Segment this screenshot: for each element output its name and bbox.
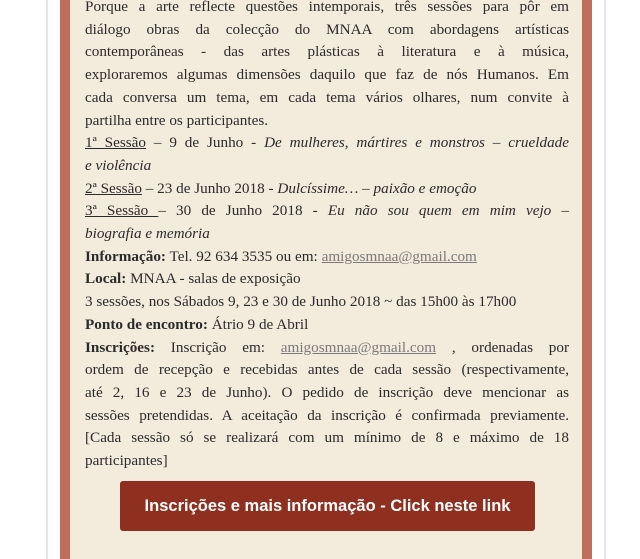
local-line [85,268,569,291]
intro-line: Porque a arte reflecte questões intemporais, três sessões para pôr em [85,0,569,15]
schedule-line: 3 sessões, nos Sábados 9, 23 e 30 de Junho 2018 ~ das 15h00 às 17h00 [85,293,517,311]
registration-text: Inscrição em: [155,338,281,356]
session-1-title: De mulheres, mártires e monstros – crueldade [264,134,569,152]
registration-info-button[interactable]: Inscrições e mais informação - Click neste link [120,481,535,531]
registration-line: ordem de recepção e recebidas antes de cada sessão (respectivamente, [85,361,569,379]
local-text: MNAA - salas de exposição [126,270,301,288]
right-border [604,0,606,559]
session-3-date: – 30 de Junho 2018 - [158,202,328,220]
meeting-label: Ponto de encontro: [85,315,208,333]
info-email-link[interactable]: amigosmnaa@gmail.com [321,247,477,265]
registration-email-link[interactable]: amigosmnaa@gmail.com [280,338,437,356]
registration-line: até 2, 16 e 23 de Junho). O pedido de inscrição deve mencionar as [85,383,569,401]
intro-line: exploraremos algumas dimensões daquilo que faz de nós Humanos. Em [85,66,569,84]
registration-line: sessões pretendidas. A aceitação da inscrição é confirmada previamente. [85,406,569,424]
intro-line: diálogo obras da colecção do MNAA com abordagens artísticas [85,20,569,38]
info-label: Informação: [85,247,166,265]
session-1 [85,132,569,155]
session-1-title-cont: e violência [85,156,152,174]
session-2 [85,178,569,201]
session-2-date: – 23 de Junho 2018 - [141,179,278,197]
session-3-title: Eu não sou quem em mim vejo – [327,202,569,220]
session-1-date: – 9 de Junho - [153,134,265,152]
registration-line: participantes] [85,452,168,470]
local-label: Local: [85,270,127,288]
body-text [85,0,569,473]
newsletter-content [70,0,582,559]
intro-line: partilha entre os participantes. [85,111,269,129]
session-3-title-cont: biografia e memória [85,225,210,243]
registration-after: , ordenadas por [436,338,569,356]
intro-line: contemporâneas - das artes plásticas à literatura e à música, [85,43,569,61]
info-line [85,246,569,269]
registration-line [85,337,569,360]
registration-line: [Cada sessão só se realizará com um mínimo de 8 e máximo de 18 [85,429,569,447]
session-2-title: Dulcíssime… – paixão e emoção [277,179,477,197]
meeting-text: Átrio 9 de Abril [207,315,309,333]
session-2-label: 2ª Sessão [85,179,142,197]
left-border [46,0,48,559]
meeting-line [85,314,569,337]
session-3 [85,200,569,223]
info-text: Tel. 92 634 3535 ou em: [165,247,322,265]
intro-line: cada conversa um tema, em cada tema vários olhares, num convite à [85,88,569,106]
registration-label: Inscrições: [85,338,156,356]
session-3-label: 3ª Sessão [85,202,159,220]
session-1-label: 1ª Sessão [85,134,146,152]
